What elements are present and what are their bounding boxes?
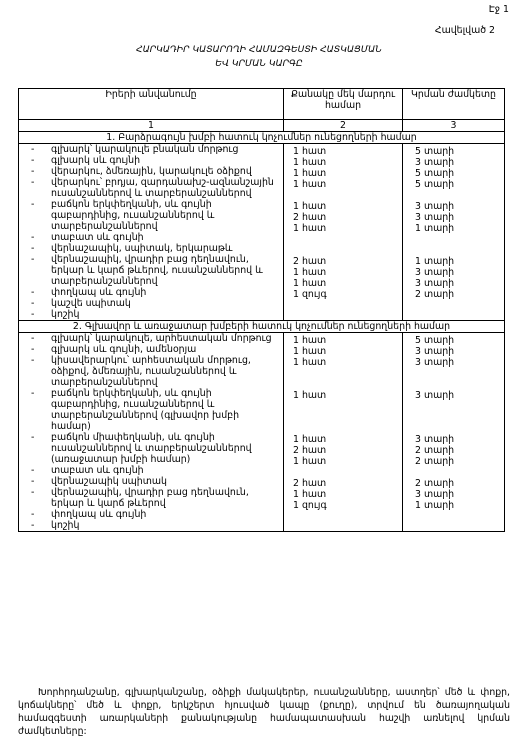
bullet-dash: - xyxy=(31,509,35,520)
item-quantity xyxy=(284,245,293,256)
item-row xyxy=(19,243,283,254)
bullet-dash: - xyxy=(31,199,35,210)
item-name: գլխարկ սև գույնի xyxy=(51,155,141,166)
item-row xyxy=(19,355,283,388)
item-name: գլխարկ սև գույնի, ամենօրյա xyxy=(51,344,197,355)
item-row xyxy=(19,487,283,509)
item-period xyxy=(403,311,415,322)
bullet-dash: - xyxy=(31,465,35,476)
bullet-dash: - xyxy=(31,344,35,355)
item-period xyxy=(403,522,415,533)
item-name: գլխարկ՝ կարակուլե, արհեստական մորթուց xyxy=(51,333,272,344)
item-row xyxy=(19,520,283,531)
header-period: Կրման ժամկետը xyxy=(403,89,505,120)
section-2-title: 2. Գլխավոր և առաջատար խմբերի հատուկ կոչումներ ունեցողների համար xyxy=(19,321,505,333)
item-name: կաշվե սպիտակ xyxy=(51,298,131,309)
bullet-dash: - xyxy=(31,309,35,320)
appendix-label: Հավելված 2 xyxy=(434,25,495,36)
item-period: 3 տարի xyxy=(415,389,455,401)
item-period: 2 տարի xyxy=(415,477,455,489)
bullet-dash: - xyxy=(31,287,35,298)
item-period xyxy=(403,511,415,522)
bullet-dash: - xyxy=(31,155,35,166)
item-quantity: 1 հատ 2 հատ 1 հատ xyxy=(293,200,327,234)
bullet-dash: - xyxy=(31,166,35,177)
bullet-dash: - xyxy=(31,333,35,344)
bullet-dash: - xyxy=(31,388,35,399)
bullet-dash: - xyxy=(31,355,35,366)
item-name: բաճկոն միափեղկանի, սև գույնի ուսանշաններով և տարբերանշաններով (առաջատար խմբի համար) xyxy=(51,432,252,465)
item-quantity: 1 զույգ xyxy=(293,288,327,300)
item-period xyxy=(403,346,415,357)
item-quantity: 1 հատ xyxy=(293,156,327,168)
item-row xyxy=(19,254,283,287)
item-period: 3 տարի 2 տարի 2 տարի xyxy=(415,433,455,467)
item-row xyxy=(19,298,283,309)
item-name: կոշիկ xyxy=(51,309,80,320)
item-name: կոշիկ xyxy=(51,520,80,531)
item-quantity: 2 հատ 1 հատ 1 հատ xyxy=(293,255,327,289)
item-quantity: 1 հատ 1 զույգ xyxy=(293,488,327,511)
item-row xyxy=(19,333,283,344)
footnote: Խորհրդանշանը, գլխարկանշանը, օձիքի մակակերեր, ուսանշանները, աստղեր՝ մեծ և փոքր, կոճակները՝ մեծ և փոքր, երկշերտ հյուսված կապը (քուղը), տրվում են ծառայողական համազգեստի առարկաների քանակությանը համապատասխան հաշվի առնելով կրման ժամկետները: xyxy=(18,687,510,737)
item-period: 3 տարի xyxy=(415,356,455,368)
item-quantity xyxy=(284,311,293,322)
item-row xyxy=(19,476,283,487)
column-number: 1 xyxy=(19,120,284,132)
item-name: փողկապ սև գույնի xyxy=(51,509,147,520)
item-name: բաճկոն երկփեղկանի, սև գույնի գաբարդինից, ուսանշաններով և տարբերանշաններով xyxy=(51,199,215,232)
item-row xyxy=(19,432,283,465)
item-row xyxy=(19,509,283,520)
bullet-dash: - xyxy=(31,243,35,254)
header-item-name: Իրերի անվանումը xyxy=(19,89,284,120)
item-row xyxy=(19,177,283,199)
item-name: բաճկոն երկփեղկանի, սև գույնի գաբարդինից, ուսանշաններով և տարբերանշաններով (գլխավոր խմբի համար) xyxy=(51,388,240,432)
section-2-quantities xyxy=(284,333,403,532)
item-row xyxy=(19,155,283,166)
item-name: վերարկու, ձմեռային, կարակուլե օձիքով xyxy=(51,166,252,177)
document-title xyxy=(0,43,518,71)
item-row xyxy=(19,199,283,232)
item-quantity: 1 հատ xyxy=(293,178,327,190)
page-number: Էջ 1 xyxy=(488,4,509,15)
item-row xyxy=(19,309,283,320)
bullet-dash: - xyxy=(31,476,35,487)
item-period: 1 տարի 3 տարի 3 տարի xyxy=(415,255,455,289)
item-name: կիսավերարկու՝ արհեստական մորթուց, օձիքով, ձմեռային, ուսանշաններով և տարբերանշաններով xyxy=(51,355,251,388)
header-quantity: Քանակը մեկ մարդու համար xyxy=(284,89,403,120)
item-period: 3 տարի xyxy=(415,156,455,168)
item-name: տաբատ սև գույնի xyxy=(51,465,144,476)
item-quantity: 2 հատ xyxy=(293,477,327,489)
item-period xyxy=(403,300,415,311)
section-2-periods xyxy=(403,333,505,532)
item-quantity: 1 հատ 2 հատ 1 հատ xyxy=(293,433,327,467)
item-period: 5 տարի xyxy=(415,178,455,190)
title-line-2: ԵՎ ԿՐՄԱՆ ԿԱՐԳԸ xyxy=(215,58,303,69)
bullet-dash: - xyxy=(31,232,35,243)
item-quantity xyxy=(284,346,293,357)
item-row xyxy=(19,232,283,243)
item-name: վերարկու՝ բրդյա, զարդանախշ-ազնանշային ուսանշաններով և տարբերանշաններով xyxy=(51,177,274,199)
item-quantity: 1 հատ xyxy=(293,167,327,179)
item-period: 5 տարի xyxy=(415,167,455,179)
item-quantity: 1 հատ xyxy=(293,356,327,368)
item-period: 3 տարի 1 տարի xyxy=(415,488,455,511)
item-quantity: 1 հատ xyxy=(293,389,327,401)
section-1-periods xyxy=(403,144,505,321)
bullet-dash: - xyxy=(31,432,35,443)
section-1-names xyxy=(19,144,284,321)
bullet-dash: - xyxy=(31,487,35,498)
item-row xyxy=(19,344,283,355)
column-number: 3 xyxy=(403,120,505,132)
item-quantity xyxy=(284,522,293,533)
item-period: 5 տարի 3 տարի xyxy=(415,334,455,357)
item-quantity: 1 հատ xyxy=(293,145,327,157)
item-name: գլխարկ՝ կարակուլե բնական մորթուց xyxy=(51,144,239,155)
section-1-title: 1. Բարձրագույն խմբի հատուկ կոչումներ ունեցողների համար xyxy=(19,132,505,144)
item-period: 5 տարի xyxy=(415,145,455,157)
title-line-1: ՀԱՐԿԱԴԻՐ ԿԱՏԱՐՈՂԻ ՀԱՄԱԶԳԵՍՏԻ ՀԱՏԿԱՑՄԱՆ xyxy=(136,44,382,55)
item-period xyxy=(403,234,415,245)
uniform-table xyxy=(18,88,505,532)
item-quantity: 1 հատ 1 հատ xyxy=(293,334,327,357)
item-quantity xyxy=(284,234,293,245)
bullet-dash: - xyxy=(31,254,35,265)
item-row xyxy=(19,388,283,432)
bullet-dash: - xyxy=(31,298,35,309)
section-1-quantities xyxy=(284,144,403,321)
item-period xyxy=(403,467,415,478)
item-row xyxy=(19,166,283,177)
item-name: տաբատ սև գույնի xyxy=(51,232,144,243)
item-name: վերնաշապիկ, վրադիր բաց դեղնավուն, երկար և կարճ թևերով xyxy=(51,487,249,509)
item-quantity xyxy=(284,467,293,478)
item-row xyxy=(19,465,283,476)
item-period: 2 տարի xyxy=(415,288,455,300)
column-number: 2 xyxy=(284,120,403,132)
item-quantity xyxy=(284,300,293,311)
item-quantity xyxy=(284,511,293,522)
item-row xyxy=(19,287,283,298)
item-name: վերնաշապիկ, վրադիր բաց դեղնավուն, երկար և կարճ թևերով, ուսանշաններով և տարբերանշաններով xyxy=(51,254,263,287)
bullet-dash: - xyxy=(31,177,35,188)
item-period: 3 տարի 3 տարի 1 տարի xyxy=(415,200,455,234)
item-row xyxy=(19,144,283,155)
bullet-dash: - xyxy=(31,144,35,155)
item-name: փողկապ սև գույնի xyxy=(51,287,147,298)
section-2-names xyxy=(19,333,284,532)
item-name: վերնաշապիկ սպիտակ xyxy=(51,476,167,487)
item-name: վերնաշապիկ, սպիտակ, երկարաթև xyxy=(51,243,233,254)
bullet-dash: - xyxy=(31,520,35,531)
item-period xyxy=(403,245,415,256)
